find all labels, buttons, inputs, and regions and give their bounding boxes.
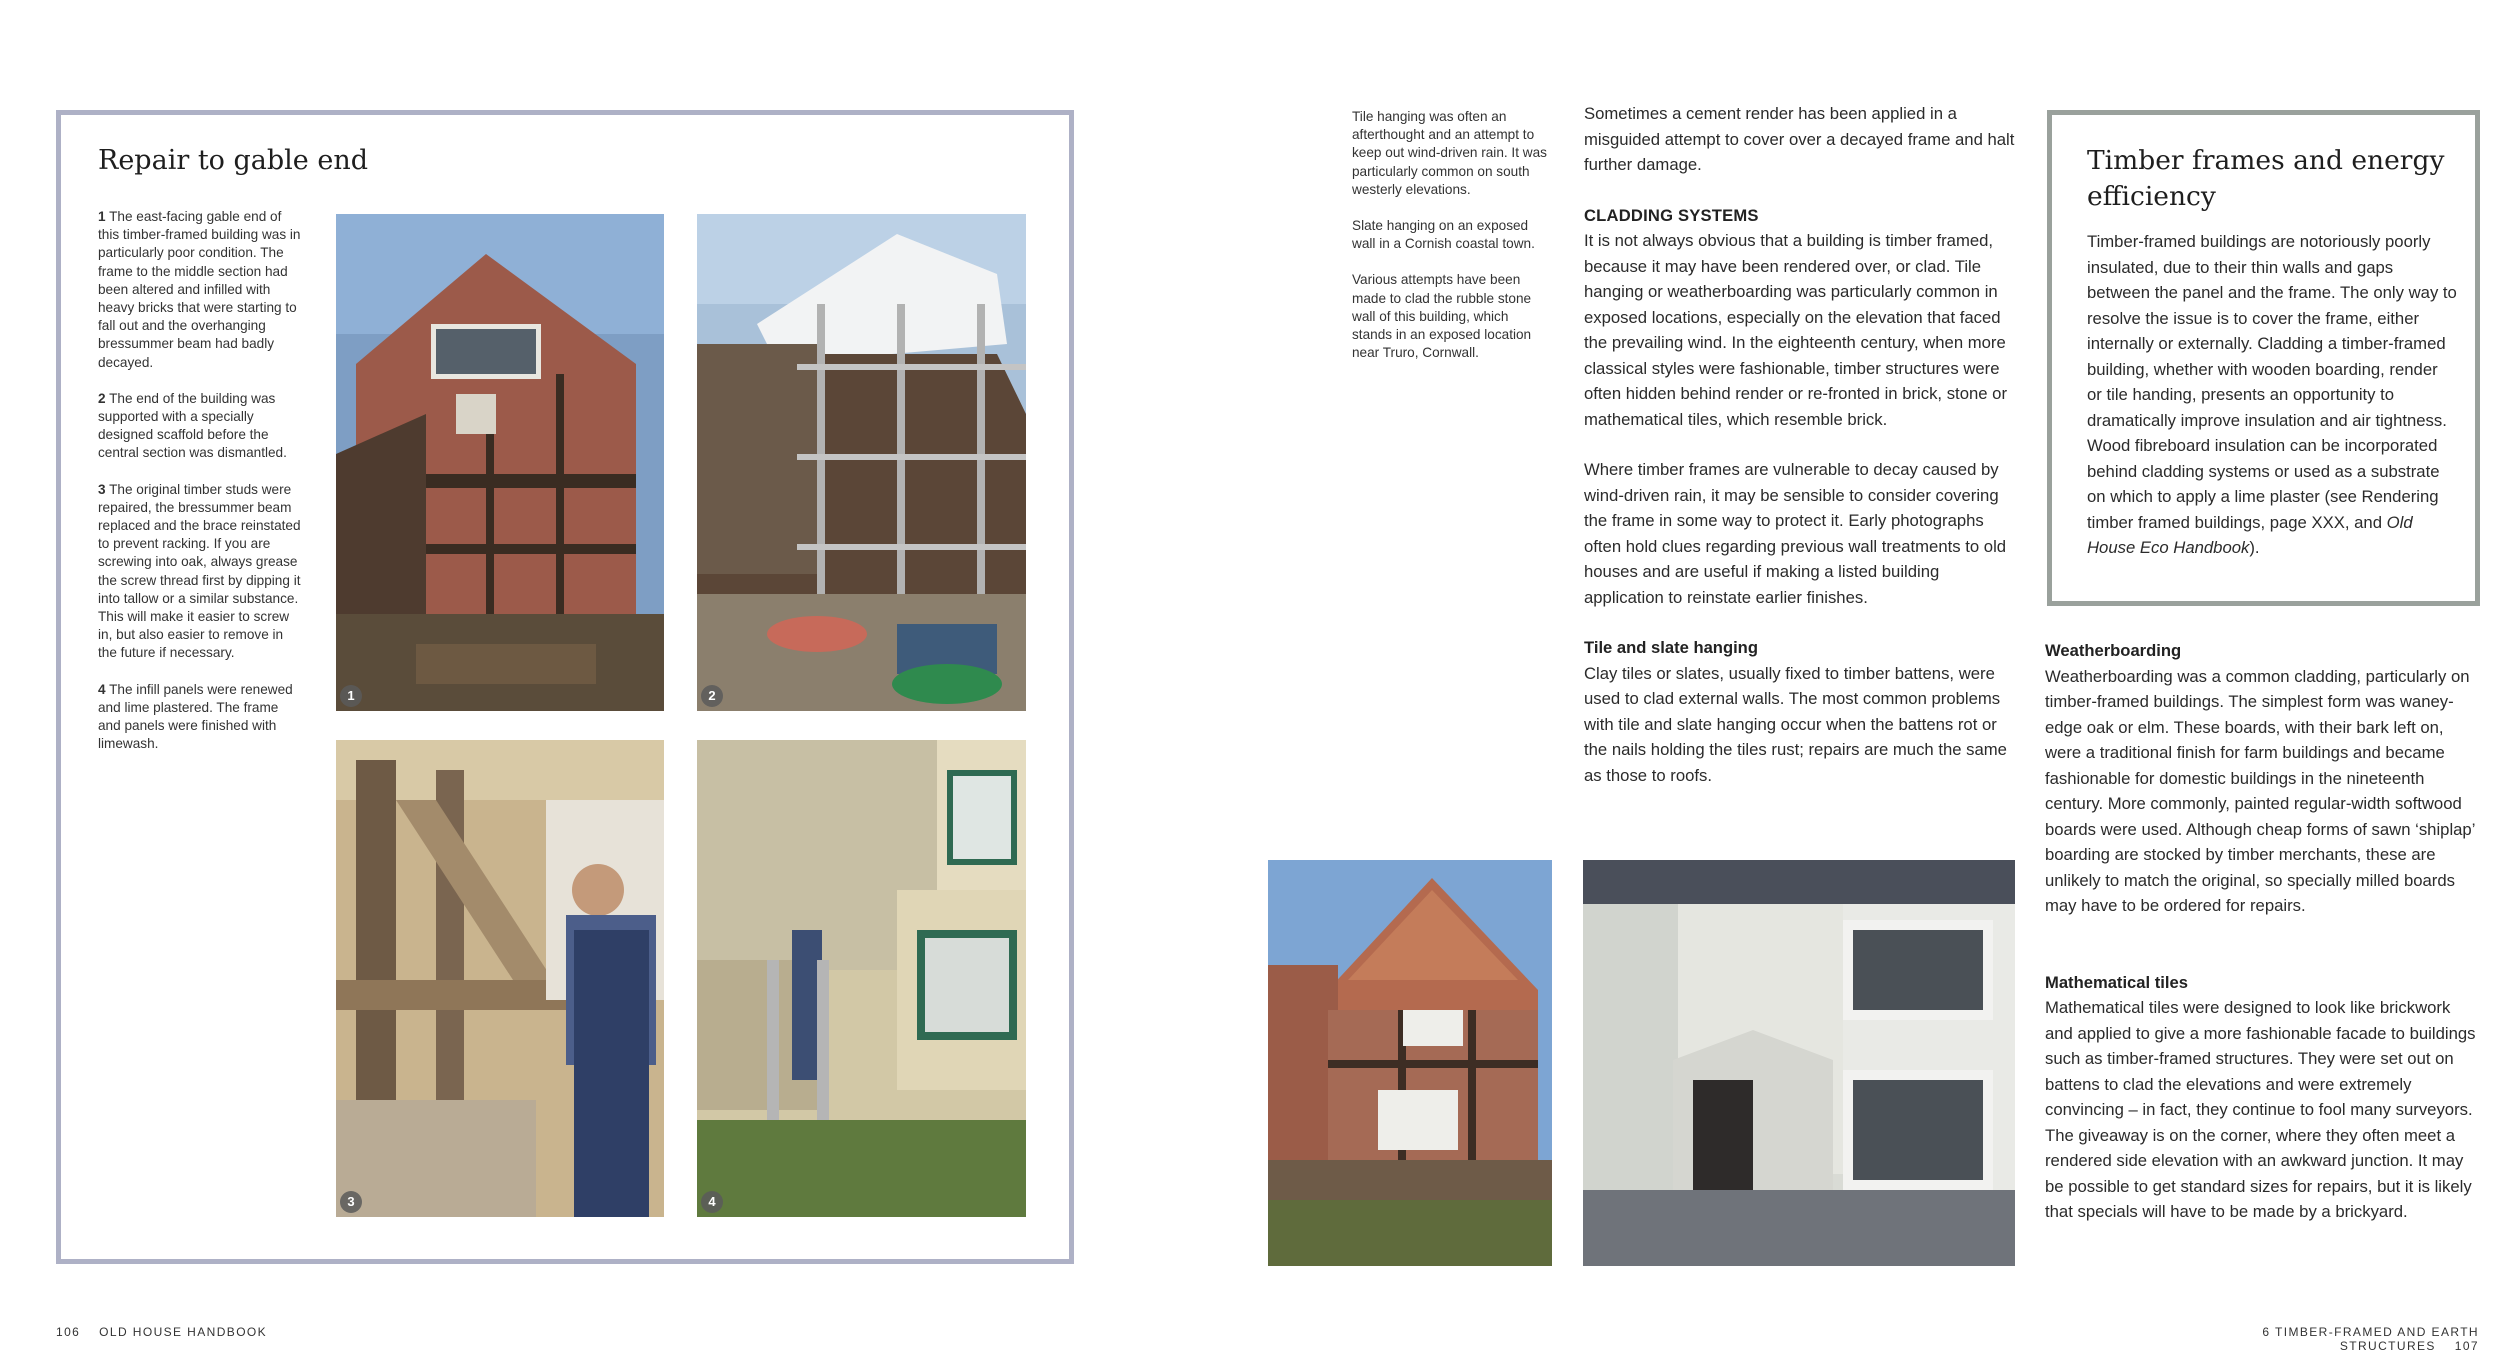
mathematical-tiles-paragraph: Mathematical tiles were designed to look like brickwork and applied to give a more fashionable facade to buildings such as timber-framed structures. They were set out on battens to clad the elevations and were extremely convincing – in fact, they continue to fool many surveyors. The giveaway is on the corner, where they often meet a rendered side elevation with an awkward junction. It may be possible to get standard sizes for repairs, but it is likely that specials will have to be made by a brickyard. [2045,998,2476,1221]
book-title: OLD HOUSE HANDBOOK [99,1325,268,1339]
energy-box-text: Timber-framed buildings are notoriously poorly insulated, due to their thin walls and gaps between the panel and the frame. The only way to resolve the issue is to cover the frame, either internally or externally. Cladding a timber-framed building, whether with wooden boarding, render or tile handing, presents an opportunity to dramatically improve insulation and air tightness. Wood fibreboard insulation can be incorporated behind cladding systems or used as a substrate on which to apply a lime plaster (see Rendering timber framed buildings, page XXX, and Old House Eco Handbook). [2087,232,2457,557]
side-caption-rubble: Various attempts have been made to clad the rubble stone wall of this building, which stands in an exposed location near Truro, Cornwall. [1352,272,1532,361]
photo-gable-end [336,214,664,711]
photo-scaffold [697,214,1026,711]
tile-heading: Tile and slate hanging [1584,638,1758,657]
main-column [1584,101,2020,788]
left-footer [56,1325,267,1339]
eco-handbook-title: Old House Eco Handbook [2087,512,2413,557]
mathematical-tiles-heading: Mathematical tiles [2045,972,2188,992]
right-footer [2164,1325,2479,1353]
photo-number-1: 1 [340,685,362,707]
caption-3: 3 The original timber studs were repaired, the bressummer beam replaced and the brace reinstated to prevent racking. If you are screwing into oak, always grease the screw thread first by dipping it into tallow or a similar substance. This will make it easier to screw in, but also easier to remove in the future if necessary. [98,481,301,661]
photo-number-4: 4 [701,1191,723,1213]
chapter-title: 6 TIMBER-FRAMED AND EARTH STRUCTURES [2262,1325,2479,1353]
right-column [2045,638,2481,1225]
caption-1: 1 The east-facing gable end of this timber-framed building was in particularly poor condition. The frame to the middle section had been altered and infilled with heavy bricks that were starting to fall out and the overhanging bressummer beam had badly decayed. [98,209,301,370]
photo-carpenter [336,740,664,1217]
tile-paragraph: Clay tiles or slates, usually fixed to timber battens, were used to clad external walls. The most common problems with tile and slate hanging occur when the battens rot or the nails holding the tiles rust; repairs are much the same as those to roofs. [1584,663,2007,785]
photo-plastering [697,740,1026,1217]
repair-captions [98,208,304,771]
cladding-heading: CLADDING SYSTEMS [1584,205,1759,225]
intro-paragraph: Sometimes a cement render has been applied in a misguided attempt to cover over a decayed frame and halt further damage. [1584,104,2015,174]
caption-4: 4 The infill panels were renewed and lime plastered. The frame and panels were finished with limewash. [98,681,293,752]
page-number-106: 106 [56,1325,81,1339]
side-caption-tile: Tile hanging was often an afterthought and an attempt to keep out wind-driven rain. It was particularly common on south westerly elevations. [1352,109,1547,197]
page-number-107: 107 [2454,1339,2479,1353]
weatherboarding-heading: Weatherboarding [2045,641,2182,660]
cladding-paragraph-1: It is not always obvious that a building is timber framed, because it may have been rendered over, or clad. Tile hanging or weatherboarding was particularly common in exposed locations, especially on the elevation that faced the prevailing wind. In the eighteenth century, when more classical styles were fashionable, timber structures were often hidden behind render or re-fronted in brick, stone or mathematical tiles, which resemble brick. [1584,231,2008,429]
photo-tile-hung-house [1268,860,1552,1266]
photo-number-3: 3 [340,1191,362,1213]
photo-number-2: 2 [701,685,723,707]
weatherboarding-paragraph: Weatherboarding was a common cladding, particularly on timber-framed buildings. The simplest form was waney-edge oak or elm. These boards, with their bark left on, were a traditional finish for farm buildings and became fashionable for domestic buildings in the nineteenth century. More commonly, painted regular-width softwood boards were used. Although cheap forms of sawn ‘shiplap’ boarding are stocked by timber merchants, these are unlikely to match the original, so specially milled boards may have to be ordered for repairs. [2045,666,2475,915]
energy-box-title: Timber frames and energy efficiency [2087,145,2445,212]
cladding-paragraph-2: Where timber frames are vulnerable to decay caused by wind-driven rain, it may be sensible to consider covering the frame in some way to protect it. Early photographs often hold clues regarding previous wall treatments to old houses and are useful if making a listed building application to reinstate earlier finishes. [1584,460,2007,607]
side-caption-slate: Slate hanging on an exposed wall in a Cornish coastal town. [1352,218,1535,252]
caption-2: 2 The end of the building was supported with a specially designed scaffold before the central section was dismantled. [98,390,287,461]
panel-title: Repair to gable end [98,145,369,176]
photo-slate-hung-house [1583,860,2015,1266]
side-captions [1352,108,1550,380]
